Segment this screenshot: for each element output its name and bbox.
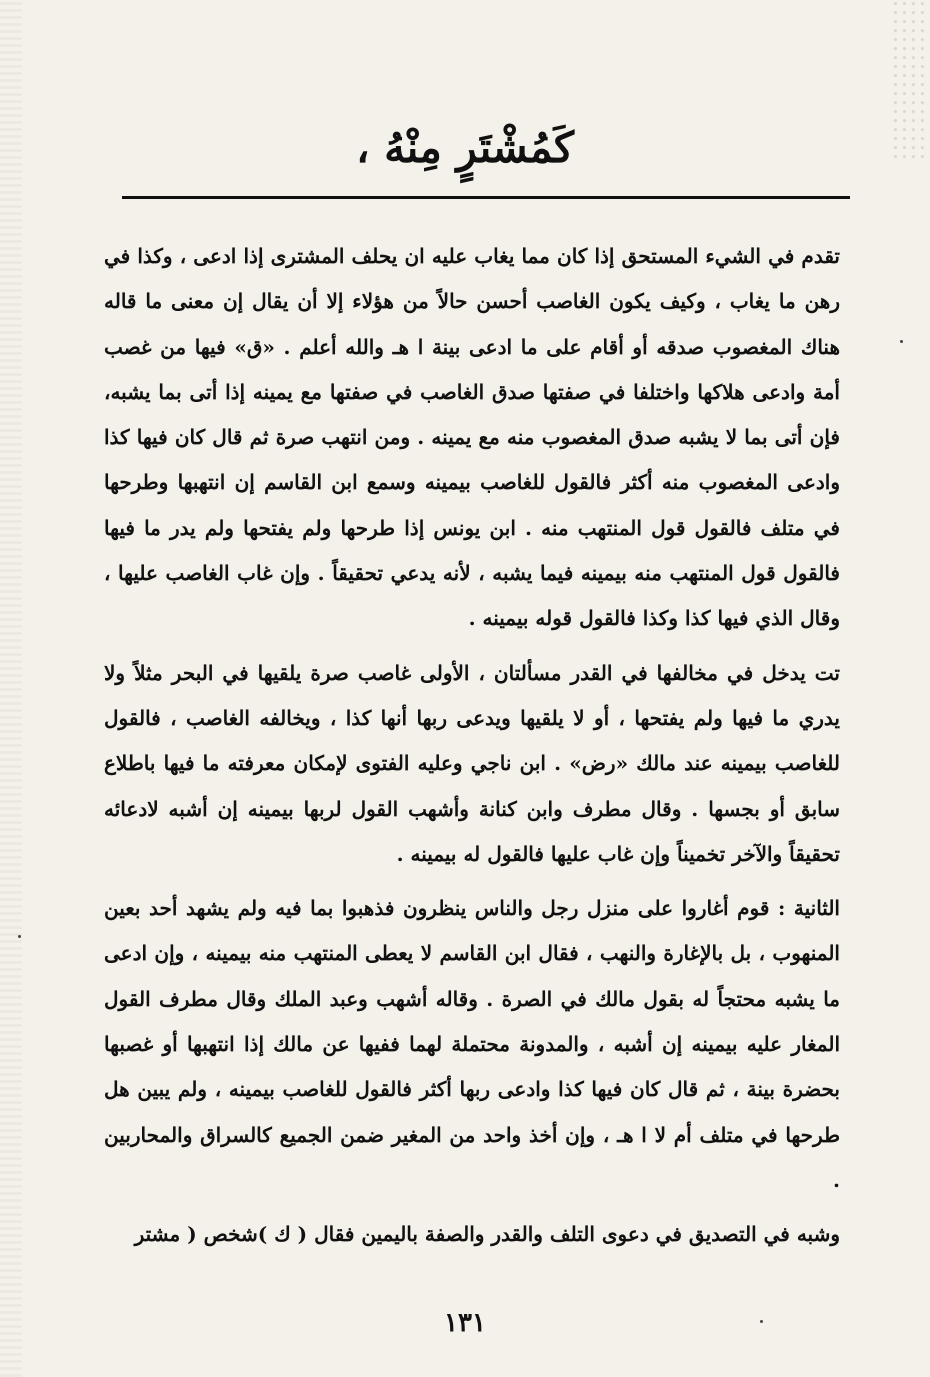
scan-speck <box>900 340 903 343</box>
scan-speck <box>760 1320 763 1323</box>
page-header-title: كَمُشْتَرٍ مِنْهُ ، <box>355 123 575 172</box>
body-text <box>104 234 840 1258</box>
paragraph-3: الثانية : قوم أغاروا على منزل رجل والناس ينظرون فذهبوا بما فيه ولم يشهد أحد بعين المنهوب ، بل بالإغارة والنهب ، فقال ابن القاسم لا يعطى المنتهب منه بيمينه ، وإن ادعى ما يشبه محتجاً له بقول مالك في الصرة . وقاله أشهب وعبد الملك وقال مطرف القول المغار عليه بيمينه إن أشبه ، والمدونة محتملة لهما ففيها عن مالك إذا انتهبها أو غصبها بحضرة بينة ، ثم قال كان فيها كذا وادعى ربها أكثر فالقول للغاصب بيمينه ، ولم يبين هل طرحها في متلف أم لا ا هـ ، وإن أخذ واحد من المغير ضمن الجميع كالسراق والمحاربين . <box>104 896 840 1192</box>
paragraph-1: تقدم في الشيء المستحق إذا كان مما يغاب عليه ان يحلف المشترى إذا ادعى ، وكذا في رهن ما يغاب ، وكيف يكون الغاصب أحسن حالاً من هؤلاء إلا أن يقال إن معنى ما قاله هناك المغصوب صدقه أو أقام على ما ادعى بينة ا هـ والله أعلم . «ق» فيها من غصب أمة وادعى هلاكها واختلفا في صفتها صدق الغاصب في صفتها مع يمينه إذا أتى بما يشبه، فإن أتى بما لا يشبه صدق المغصوب منه مع يمينه . ومن انتهب صرة ثم قال كان فيها كذا وادعى المغصوب منه أكثر فالقول للغاصب بيمينه وسمع ابن القاسم إن انتهبها وطرحها في متلف فالقول قول المنتهب منه . ابن يونس إذا طرحها ولم يفتحها ولم يدر ما فيها فالقول قول المنتهب منه بيمينه فيما يشبه ، لأنه يدعي تحقيقاً . وإن غاب الغاصب عليها ، وقال الذي فيها كذا وكذا فالقول قوله بيمينه . <box>104 244 840 631</box>
paragraph-4: وشبه في التصديق في دعوى التلف والقدر والصفة باليمين فقال ( ك )شخص ( مشتر <box>134 1222 840 1247</box>
page-number: ١٣١ <box>444 1308 486 1338</box>
header-rule <box>122 196 850 199</box>
scan-speck <box>18 935 21 938</box>
scan-edge-noise <box>0 0 22 1377</box>
paragraph-2: تت يدخل في مخالفها في القدر مسألتان ، الأولى غاصب صرة يلقيها في البحر مثلاً ولا يدري ما فيها ولم يفتحها ، أو لا يلقيها ويدعى ربها أنها كذا ، ويخالفه الغاصب ، فالقول للغاصب بيمينه عند مالك «رض» . ابن ناجي وعليه الفتوى لإمكان معرفته ما فيها باطلاع سابق أو بجسها . وقال مطرف وابن كنانة وأشهب القول لربها بيمينه إن أشبه لادعائه تحقيقاً والآخر تخميناً وإن غاب عليها فالقول له بيمينه . <box>104 660 840 866</box>
